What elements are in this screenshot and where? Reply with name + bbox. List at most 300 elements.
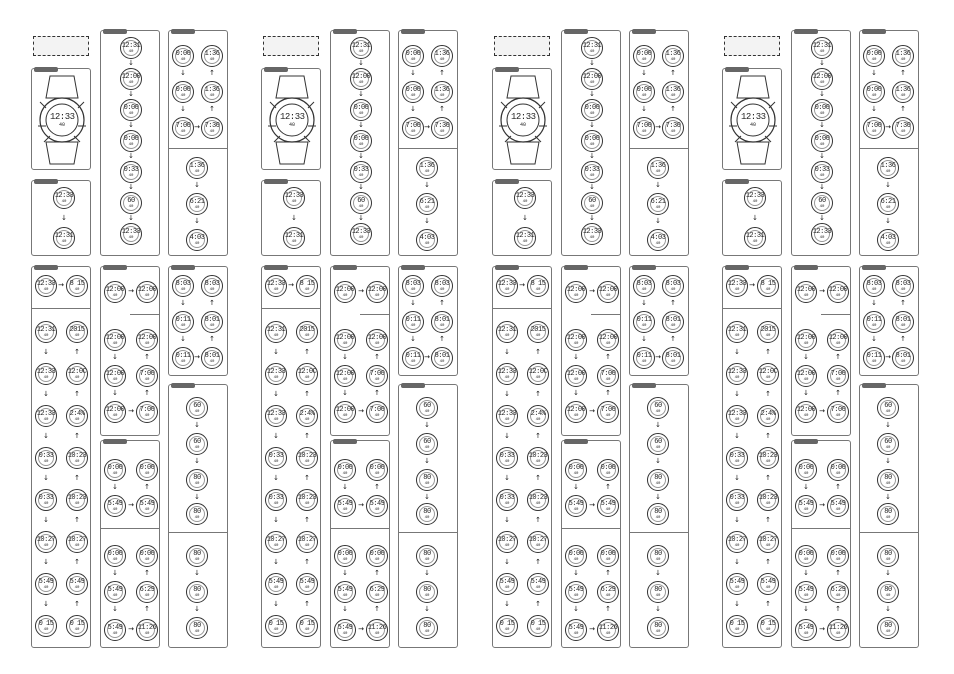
arrow-right-icon: → bbox=[885, 123, 891, 131]
watch-display-icon bbox=[811, 68, 833, 90]
watch-seconds-text: 40 bbox=[144, 414, 150, 418]
watch-lcd-text: 12:33 bbox=[266, 280, 286, 288]
arrow-down-icon: ↓ bbox=[194, 569, 200, 577]
watch-seconds-text: 40 bbox=[144, 472, 150, 476]
watch-display-icon bbox=[201, 347, 223, 369]
watch-lcd-text: 12:00 bbox=[335, 334, 355, 342]
watch-lcd-text: 7:30 bbox=[434, 122, 450, 130]
watch-lcd-text: 5:49 bbox=[600, 500, 616, 508]
watch-lcd-text: 0:00 bbox=[123, 135, 139, 143]
panel-tab bbox=[862, 265, 886, 270]
watch-lcd-text: 80 bbox=[193, 586, 201, 594]
watch-display-icon bbox=[296, 321, 318, 343]
watch-display-icon bbox=[350, 99, 372, 121]
watch-seconds-text: 40 bbox=[655, 558, 661, 562]
watch-seconds-text: 40 bbox=[765, 628, 771, 632]
watch-lcd-text: 5:49 bbox=[69, 578, 85, 586]
arrow-down-icon: ↓ bbox=[43, 390, 49, 398]
watch-display-icon bbox=[350, 192, 372, 214]
watch-display-icon bbox=[104, 619, 126, 641]
watch-lcd-text: 12:33 bbox=[727, 368, 747, 376]
watch-lcd-text: 12:00 bbox=[828, 334, 848, 342]
watch-lcd-text: 8:01 bbox=[895, 352, 911, 360]
watch-lcd-text: 5:49 bbox=[568, 500, 584, 508]
watch-seconds-text: 40 bbox=[573, 342, 579, 346]
watch-seconds-text: 40 bbox=[734, 586, 740, 590]
watch-seconds-text: 40 bbox=[194, 206, 200, 210]
arrow-down-icon: ↓ bbox=[128, 121, 134, 129]
watch-seconds-text: 40 bbox=[522, 240, 528, 244]
watch-display-icon bbox=[172, 347, 194, 369]
watch-seconds-text: 40 bbox=[43, 586, 49, 590]
arrow-up-icon: ↑ bbox=[439, 105, 445, 113]
arrow-up-icon: ↑ bbox=[900, 69, 906, 77]
watch-display-icon bbox=[827, 581, 849, 603]
watch-lcd-text: 0:00 bbox=[814, 104, 830, 112]
arrow-right-icon: → bbox=[358, 625, 364, 633]
watch-lcd-text: 0:00 bbox=[600, 550, 616, 558]
watch-lcd-text: 60 bbox=[588, 197, 596, 205]
watch-display-icon bbox=[296, 363, 318, 385]
watch-display-icon bbox=[186, 469, 208, 491]
watch-display-icon bbox=[265, 615, 287, 637]
watch-seconds-text: 40 bbox=[522, 200, 528, 204]
watch-display-icon bbox=[104, 281, 126, 303]
arrow-up-icon: ↑ bbox=[535, 348, 541, 356]
watch-display-icon bbox=[35, 573, 57, 595]
arrow-up-icon: ↑ bbox=[765, 558, 771, 566]
watch-seconds-text: 40 bbox=[439, 58, 445, 62]
watch-seconds-text: 40 bbox=[573, 558, 579, 562]
watch-display-icon bbox=[726, 573, 748, 595]
watch-display-icon bbox=[863, 81, 885, 103]
arrow-up-icon: ↑ bbox=[74, 600, 80, 608]
watch-display-icon bbox=[877, 397, 899, 419]
watch-seconds-text: 40 bbox=[43, 460, 49, 464]
watch-lcd-text: 60 bbox=[127, 197, 135, 205]
watch-seconds-text: 40 bbox=[304, 586, 310, 590]
watch-lcd-text: 8:03 bbox=[895, 280, 911, 288]
watch-display-icon bbox=[186, 581, 208, 603]
watch-seconds-text: 40 bbox=[504, 628, 510, 632]
watch-display-icon bbox=[726, 275, 748, 297]
arrow-up-icon: ↑ bbox=[209, 335, 215, 343]
watch-display-icon bbox=[877, 503, 899, 525]
dashed-label-box bbox=[494, 36, 550, 56]
watch-display-icon bbox=[136, 581, 158, 603]
watch-display-icon bbox=[795, 581, 817, 603]
watch-display-icon bbox=[136, 619, 158, 641]
watch-lcd-text: 8:01 bbox=[434, 352, 450, 360]
watch-lcd-text: 0:33 bbox=[268, 452, 284, 460]
arrow-down-icon: ↓ bbox=[871, 105, 877, 113]
watch-lcd-text: 10:27 bbox=[266, 536, 286, 544]
arrow-down-icon: ↓ bbox=[112, 389, 118, 397]
dashed-label-box bbox=[33, 36, 89, 56]
arrow-down-icon: ↓ bbox=[43, 432, 49, 440]
watch-display-icon bbox=[35, 275, 57, 297]
watch-lcd-text: 12:00 bbox=[335, 406, 355, 414]
watch-display-icon bbox=[296, 447, 318, 469]
arrow-up-icon: ↑ bbox=[439, 69, 445, 77]
watch-seconds-text: 40 bbox=[194, 558, 200, 562]
watch-lcd-text: 80 bbox=[193, 474, 201, 482]
watch-seconds-text: 40 bbox=[74, 376, 80, 380]
big-watch-seconds-text: 40 bbox=[519, 122, 526, 128]
arrow-right-icon: → bbox=[749, 281, 755, 289]
watch-lcd-text: 12:31 bbox=[582, 42, 602, 50]
watch-lcd-text: 12:00 bbox=[566, 334, 586, 342]
watch-lcd-text: 2015 bbox=[530, 326, 546, 334]
watch-display-icon bbox=[136, 365, 158, 387]
watch-display-icon bbox=[35, 615, 57, 637]
arrow-down-icon: ↓ bbox=[655, 493, 661, 501]
watch-display-icon bbox=[53, 187, 75, 209]
watch-lcd-text: 7:00 bbox=[600, 370, 616, 378]
arrow-down-icon: ↓ bbox=[342, 605, 348, 613]
arrow-right-icon: → bbox=[655, 123, 661, 131]
watch-display-icon bbox=[172, 45, 194, 67]
watch-display-icon bbox=[565, 329, 587, 351]
arrow-down-icon: ↓ bbox=[424, 217, 430, 225]
watch-display-icon bbox=[496, 275, 518, 297]
watch-display-icon bbox=[827, 495, 849, 517]
watch-seconds-text: 40 bbox=[273, 502, 279, 506]
watch-lcd-text: 8:03 bbox=[204, 280, 220, 288]
arrow-up-icon: ↑ bbox=[304, 432, 310, 440]
watch-seconds-text: 40 bbox=[74, 288, 80, 292]
watch-lcd-text: 2:4% bbox=[299, 410, 315, 418]
watch-display-icon bbox=[334, 459, 356, 481]
arrow-down-icon: ↓ bbox=[589, 152, 595, 160]
arrow-right-icon: → bbox=[424, 123, 430, 131]
watch-display-icon bbox=[757, 363, 779, 385]
watch-display-icon bbox=[892, 81, 914, 103]
panel-tab bbox=[794, 265, 818, 270]
watch-lcd-text: 4:03 bbox=[189, 234, 205, 242]
watch-display-icon bbox=[496, 531, 518, 553]
watch-display-icon bbox=[66, 363, 88, 385]
watch-lcd-text: 12:33 bbox=[727, 410, 747, 418]
panel-tab bbox=[632, 265, 656, 270]
watch-lcd-text: 0 15 bbox=[69, 620, 85, 628]
watch-display-icon bbox=[120, 99, 142, 121]
panel-tab bbox=[862, 29, 886, 34]
watch-display-icon bbox=[597, 329, 619, 351]
watch-lcd-text: 12:00 bbox=[105, 406, 125, 414]
arrow-down-icon: ↓ bbox=[180, 299, 186, 307]
watch-lcd-text: 12:33 bbox=[284, 192, 304, 200]
arrow-down-icon: ↓ bbox=[589, 90, 595, 98]
watch-seconds-text: 40 bbox=[589, 112, 595, 116]
watch-lcd-text: 12:00 bbox=[121, 73, 141, 81]
watch-seconds-text: 40 bbox=[535, 586, 541, 590]
arrow-down-icon: ↓ bbox=[655, 217, 661, 225]
watch-seconds-text: 40 bbox=[819, 174, 825, 178]
arrow-down-icon: ↓ bbox=[128, 152, 134, 160]
watch-seconds-text: 40 bbox=[304, 460, 310, 464]
watch-display-icon bbox=[350, 68, 372, 90]
arrow-down-icon: ↓ bbox=[885, 569, 891, 577]
watch-seconds-text: 40 bbox=[504, 418, 510, 422]
watch-seconds-text: 40 bbox=[209, 360, 215, 364]
watch-lcd-text: 10:23 bbox=[297, 494, 317, 502]
watch-lcd-text: 10:23 bbox=[67, 494, 87, 502]
watch-lcd-text: 0:33 bbox=[729, 494, 745, 502]
arrow-down-icon: ↓ bbox=[871, 335, 877, 343]
arrow-down-icon: ↓ bbox=[589, 183, 595, 191]
watch-lcd-text: 7:00 bbox=[405, 122, 421, 130]
watch-seconds-text: 40 bbox=[641, 324, 647, 328]
arrow-down-icon: ↓ bbox=[112, 353, 118, 361]
arrow-down-icon: ↓ bbox=[128, 90, 134, 98]
watch-display-icon bbox=[66, 275, 88, 297]
watch-seconds-text: 40 bbox=[885, 410, 891, 414]
watch-seconds-text: 40 bbox=[424, 446, 430, 450]
arrow-right-icon: → bbox=[194, 123, 200, 131]
watch-display-icon bbox=[795, 401, 817, 423]
watch-lcd-text: 10:27 bbox=[758, 536, 778, 544]
watch-display-icon bbox=[136, 545, 158, 567]
watch-seconds-text: 40 bbox=[304, 502, 310, 506]
watch-seconds-text: 40 bbox=[424, 630, 430, 634]
watch-display-icon bbox=[795, 459, 817, 481]
watch-seconds-text: 40 bbox=[424, 170, 430, 174]
watch-seconds-text: 40 bbox=[209, 288, 215, 292]
watch-seconds-text: 40 bbox=[819, 143, 825, 147]
watch-lcd-text: 5:49 bbox=[38, 578, 54, 586]
watch-lcd-text: 80 bbox=[654, 508, 662, 516]
arrow-up-icon: ↑ bbox=[765, 348, 771, 356]
watch-display-icon bbox=[402, 117, 424, 139]
watch-lcd-text: 12:33 bbox=[582, 228, 602, 236]
watch-seconds-text: 40 bbox=[180, 360, 186, 364]
watch-seconds-text: 40 bbox=[43, 376, 49, 380]
arrow-up-icon: ↑ bbox=[605, 569, 611, 577]
watch-lcd-text: 10:23 bbox=[758, 494, 778, 502]
panel-divider bbox=[168, 148, 228, 149]
watch-lcd-text: 5:49 bbox=[830, 500, 846, 508]
watch-display-icon bbox=[795, 365, 817, 387]
watch-lcd-text: 1:36 bbox=[204, 86, 220, 94]
watch-seconds-text: 40 bbox=[180, 94, 186, 98]
arrow-down-icon: ↓ bbox=[573, 605, 579, 613]
watch-lcd-text: 80 bbox=[423, 586, 431, 594]
watch-lcd-text: 60 bbox=[423, 438, 431, 446]
watch-seconds-text: 40 bbox=[43, 502, 49, 506]
watch-lcd-text: 8:03 bbox=[866, 280, 882, 288]
watch-seconds-text: 40 bbox=[734, 376, 740, 380]
dashed-label-box bbox=[263, 36, 319, 56]
watch-seconds-text: 40 bbox=[144, 508, 150, 512]
watch-seconds-text: 40 bbox=[803, 472, 809, 476]
arrow-up-icon: ↑ bbox=[765, 432, 771, 440]
arrow-right-icon: → bbox=[194, 353, 200, 361]
arrow-up-icon: ↑ bbox=[605, 353, 611, 361]
watch-display-icon bbox=[647, 229, 669, 251]
watch-display-icon bbox=[597, 495, 619, 517]
watch-display-icon bbox=[877, 193, 899, 215]
panel-divider bbox=[100, 528, 160, 529]
watch-display-icon bbox=[66, 321, 88, 343]
watch-lcd-text: 8:03 bbox=[434, 280, 450, 288]
arrow-right-icon: → bbox=[358, 287, 364, 295]
watch-seconds-text: 40 bbox=[144, 378, 150, 382]
watch-seconds-text: 40 bbox=[535, 544, 541, 548]
watch-display-icon bbox=[877, 469, 899, 491]
arrow-up-icon: ↑ bbox=[304, 558, 310, 566]
watch-display-icon bbox=[863, 45, 885, 67]
watch-lcd-text: 80 bbox=[193, 622, 201, 630]
arrow-down-icon: ↓ bbox=[641, 105, 647, 113]
watch-seconds-text: 40 bbox=[144, 558, 150, 562]
watch-lcd-text: 0:33 bbox=[123, 166, 139, 174]
watch-display-icon bbox=[647, 503, 669, 525]
arrow-down-icon: ↓ bbox=[885, 493, 891, 501]
watch-display-icon bbox=[201, 117, 223, 139]
arrow-down-icon: ↓ bbox=[342, 483, 348, 491]
watch-display-icon bbox=[744, 187, 766, 209]
watch-seconds-text: 40 bbox=[374, 294, 380, 298]
watch-lcd-text: 11:26 bbox=[598, 624, 618, 632]
watch-seconds-text: 40 bbox=[358, 143, 364, 147]
watch-seconds-text: 40 bbox=[605, 508, 611, 512]
arrow-up-icon: ↑ bbox=[605, 389, 611, 397]
watch-lcd-text: 0:00 bbox=[636, 86, 652, 94]
watch-lcd-text: 12:31 bbox=[121, 42, 141, 50]
watch-lcd-text: 10:27 bbox=[528, 536, 548, 544]
watch-lcd-text: 12:31 bbox=[497, 326, 517, 334]
arrow-down-icon: ↓ bbox=[803, 605, 809, 613]
watch-seconds-text: 40 bbox=[655, 516, 661, 520]
watch-seconds-text: 40 bbox=[128, 205, 134, 209]
watch-seconds-text: 40 bbox=[209, 94, 215, 98]
watch-lcd-text: 12:00 bbox=[105, 286, 125, 294]
arrow-up-icon: ↑ bbox=[605, 483, 611, 491]
watch-display-icon bbox=[662, 117, 684, 139]
watch-lcd-text: 12:00 bbox=[796, 370, 816, 378]
watch-seconds-text: 40 bbox=[803, 294, 809, 298]
watch-display-icon bbox=[647, 469, 669, 491]
watch-display-icon bbox=[527, 447, 549, 469]
arrow-up-icon: ↑ bbox=[535, 516, 541, 524]
watch-lcd-text: 2015 bbox=[760, 326, 776, 334]
watch-seconds-text: 40 bbox=[410, 324, 416, 328]
watch-seconds-text: 40 bbox=[885, 446, 891, 450]
watch-display-icon bbox=[35, 321, 57, 343]
watch-lcd-text: 7:00 bbox=[139, 370, 155, 378]
watch-display-icon bbox=[827, 365, 849, 387]
arrow-up-icon: ↑ bbox=[144, 605, 150, 613]
arrow-down-icon: ↓ bbox=[573, 483, 579, 491]
panel-tab bbox=[103, 29, 127, 34]
watch-lcd-text: 0 15 bbox=[729, 620, 745, 628]
watch-display-icon bbox=[120, 192, 142, 214]
watch-seconds-text: 40 bbox=[670, 360, 676, 364]
watch-display-icon bbox=[647, 193, 669, 215]
watch-display-icon bbox=[877, 433, 899, 455]
watch-seconds-text: 40 bbox=[273, 334, 279, 338]
watch-display-icon bbox=[296, 615, 318, 637]
watch-lcd-text: 12:00 bbox=[598, 334, 618, 342]
arrow-up-icon: ↑ bbox=[374, 569, 380, 577]
watch-display-icon bbox=[527, 321, 549, 343]
big-watch-time-text: 12:33 bbox=[511, 112, 536, 122]
watch-display-icon bbox=[581, 161, 603, 183]
watch-seconds-text: 40 bbox=[670, 94, 676, 98]
watch-lcd-text: 12:00 bbox=[828, 286, 848, 294]
watch-seconds-text: 40 bbox=[342, 558, 348, 562]
watch-lcd-text: 0:11 bbox=[636, 352, 652, 360]
watch-lcd-text: 1:36 bbox=[434, 86, 450, 94]
watch-lcd-text: 0 15 bbox=[38, 620, 54, 628]
watch-display-icon bbox=[265, 447, 287, 469]
arrow-down-icon: ↓ bbox=[589, 121, 595, 129]
watch-display-icon bbox=[863, 117, 885, 139]
watch-seconds-text: 40 bbox=[144, 632, 150, 636]
watch-seconds-text: 40 bbox=[61, 200, 67, 204]
arrow-up-icon: ↑ bbox=[900, 299, 906, 307]
watch-lcd-text: 12:33 bbox=[351, 228, 371, 236]
watch-seconds-text: 40 bbox=[43, 418, 49, 422]
watch-seconds-text: 40 bbox=[273, 544, 279, 548]
watch-display-icon bbox=[633, 117, 655, 139]
arrow-down-icon: ↓ bbox=[273, 432, 279, 440]
watch-lcd-text: 80 bbox=[654, 586, 662, 594]
watch-display-icon bbox=[647, 157, 669, 179]
watch-lcd-text: 60 bbox=[884, 438, 892, 446]
watch-seconds-text: 40 bbox=[304, 334, 310, 338]
watch-display-icon bbox=[514, 187, 536, 209]
watch-seconds-text: 40 bbox=[900, 360, 906, 364]
watch-seconds-text: 40 bbox=[128, 112, 134, 116]
watch-lcd-text: 12:00 bbox=[598, 286, 618, 294]
panel-tab bbox=[495, 265, 519, 270]
watch-seconds-text: 40 bbox=[670, 58, 676, 62]
watch-display-icon bbox=[136, 459, 158, 481]
watch-lcd-text: 12:33 bbox=[54, 192, 74, 200]
arrow-down-icon: ↓ bbox=[273, 390, 279, 398]
watch-lcd-text: 6:29 bbox=[830, 586, 846, 594]
watch-seconds-text: 40 bbox=[112, 594, 118, 598]
arrow-up-icon: ↑ bbox=[835, 389, 841, 397]
watch-lcd-text: 5:49 bbox=[798, 500, 814, 508]
arrow-up-icon: ↑ bbox=[835, 353, 841, 361]
watch-lcd-text: 60 bbox=[423, 402, 431, 410]
watch-lcd-text: 8:01 bbox=[204, 316, 220, 324]
watch-lcd-text: 5:49 bbox=[107, 586, 123, 594]
watch-display-icon bbox=[795, 329, 817, 351]
watch-seconds-text: 40 bbox=[573, 414, 579, 418]
watch-seconds-text: 40 bbox=[803, 342, 809, 346]
watch-lcd-text: 0:33 bbox=[499, 452, 515, 460]
watch-display-icon bbox=[334, 365, 356, 387]
watch-display-icon bbox=[416, 617, 438, 639]
watch-seconds-text: 40 bbox=[871, 288, 877, 292]
arrow-down-icon: ↓ bbox=[819, 90, 825, 98]
panel-tab bbox=[103, 439, 127, 444]
watch-lcd-text: 12:33 bbox=[515, 192, 535, 200]
arrow-down-icon: ↓ bbox=[358, 183, 364, 191]
watch-display-icon bbox=[416, 433, 438, 455]
watch-lcd-text: 5:49 bbox=[499, 578, 515, 586]
watch-seconds-text: 40 bbox=[194, 242, 200, 246]
panel-divider bbox=[261, 308, 321, 309]
arrow-down-icon: ↓ bbox=[180, 105, 186, 113]
arrow-down-icon: ↓ bbox=[803, 483, 809, 491]
watch-lcd-text: 10:23 bbox=[758, 452, 778, 460]
watch-lcd-text: 12:33 bbox=[36, 368, 56, 376]
